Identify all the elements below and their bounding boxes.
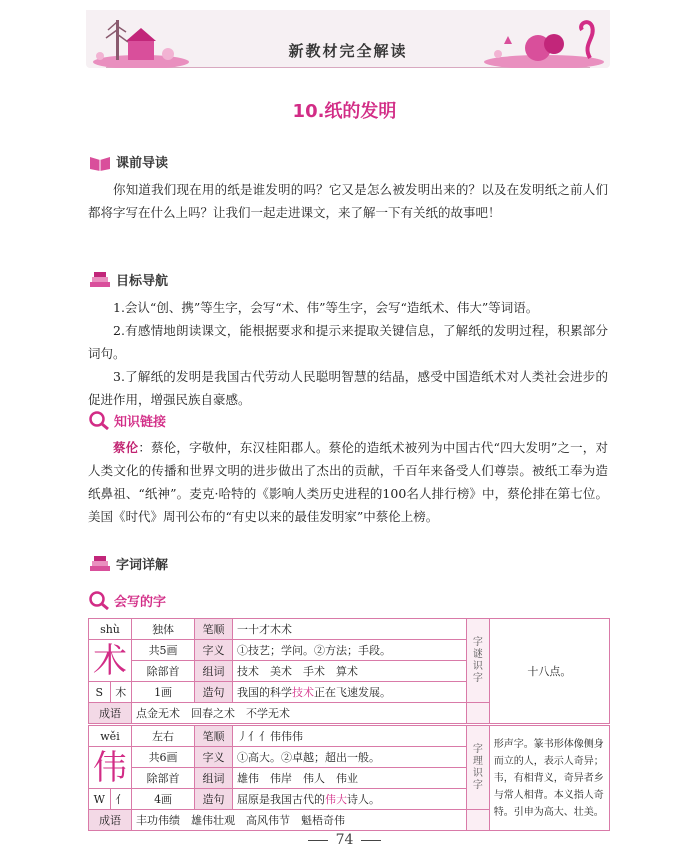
radical-strokes: 4画 bbox=[132, 789, 195, 810]
goal-item: 2.有感情地朗读课文，能根据要求和提示来提取关键信息，了解纸的发明过程，积累部分词句。 bbox=[88, 323, 608, 361]
words-heading bbox=[88, 554, 168, 573]
knowledge-name: 蔡伦 bbox=[113, 440, 139, 455]
words: 技术 美术 手术 算术 bbox=[232, 661, 466, 682]
sentence-post: 正在飞速发展。 bbox=[313, 686, 391, 699]
radical-label: 除部首 bbox=[132, 661, 195, 682]
goals-list bbox=[88, 296, 608, 411]
sentence-label: 造句 bbox=[195, 682, 233, 703]
castle-decoration-icon bbox=[86, 14, 196, 68]
idiom-label: 成语 bbox=[89, 810, 132, 831]
stroke-count: 共6画 bbox=[132, 747, 195, 768]
meaning-label: 字义 bbox=[195, 640, 233, 661]
side-text: 十八点。 bbox=[489, 619, 609, 724]
sentence-key: 技术 bbox=[291, 686, 314, 699]
pinyin: shù bbox=[89, 619, 132, 640]
side-label: 字谜识字 bbox=[466, 619, 489, 703]
structure: 左右 bbox=[132, 726, 195, 747]
goal-item: 1.会认“创、携”等生字，会写“术、伟”等生字，会写“造纸术、伟大”等词语。 bbox=[113, 300, 539, 315]
sentence-pre: 我国的科学 bbox=[236, 686, 292, 699]
sentence bbox=[232, 789, 466, 810]
idiom-label: 成语 bbox=[89, 703, 132, 724]
preview-paragraph bbox=[88, 178, 608, 224]
stroke-order: 丿亻亻伟伟伟 bbox=[232, 726, 466, 747]
knowledge-paragraph bbox=[88, 436, 608, 528]
index-letter: W bbox=[89, 789, 111, 810]
meaning: ①技艺；学问。②方法；手段。 bbox=[232, 640, 466, 661]
pinyin: wěi bbox=[89, 726, 132, 747]
flower-decoration-icon bbox=[478, 14, 610, 68]
header-title: 新教材完全解读 bbox=[288, 42, 408, 60]
radical-strokes: 1画 bbox=[132, 682, 195, 703]
stroke-order: 一十才木术 bbox=[232, 619, 466, 640]
stroke-label: 笔顺 bbox=[195, 726, 233, 747]
knowledge-body: ：蔡伦，字敬仲，东汉桂阳郡人。蔡伦的造纸术被列为中国古代“四大发明”之一，对人类文化的传播和世界文明的进步做出了杰出的贡献，千百年来备受人们尊崇。被纸工奉为造纸鼻祖、“纸神”。麦克·哈特的《影响人类历史进程的100名人排行榜》中，蔡伦排在第七位。美国《时代》周刊公布的“有史以来的最佳发明家”中蔡伦上榜。 bbox=[88, 440, 608, 524]
index-radical: 亻 bbox=[110, 789, 131, 810]
goal-item: 3.了解纸的发明是我国古代劳动人民聪明智慧的结晶，感受中国造纸术对人类社会进步的促进作用，增强民族自豪感。 bbox=[88, 369, 608, 407]
write-chars-heading bbox=[88, 590, 166, 610]
goals-heading-text: 目标导航 bbox=[116, 274, 169, 289]
knowledge-heading-text: 知识链接 bbox=[114, 414, 167, 430]
words: 雄伟 伟岸 伟人 伟业 bbox=[232, 768, 466, 789]
char-glyph: 伟 bbox=[89, 747, 132, 789]
preview-heading-text: 课前导读 bbox=[116, 156, 169, 171]
meaning: ①高大。②卓越；超出一般。 bbox=[232, 747, 466, 768]
sentence-label: 造句 bbox=[195, 789, 233, 810]
char-table-wei bbox=[88, 725, 610, 831]
write-chars-heading-text: 会写的字 bbox=[114, 594, 167, 610]
preview-text: 你知道我们现在用的纸是谁发明的吗？它又是怎么被发明出来的？以及在发明纸之前人们都将字写在什么上吗？让我们一起走进课文，来了解一下有关纸的故事吧！ bbox=[88, 182, 608, 220]
stroke-count: 共5画 bbox=[132, 640, 195, 661]
sentence-key: 伟大 bbox=[324, 793, 347, 806]
magnifier-icon bbox=[88, 410, 110, 430]
knowledge-heading bbox=[88, 410, 166, 430]
book-stack-icon bbox=[88, 271, 112, 289]
knowledge-text bbox=[88, 436, 608, 528]
char-glyph: 术 bbox=[89, 640, 132, 682]
word-label: 组词 bbox=[195, 768, 233, 789]
structure: 独体 bbox=[132, 619, 195, 640]
goals-heading bbox=[88, 270, 168, 289]
footer-line bbox=[308, 840, 328, 841]
words-heading-text: 字词详解 bbox=[116, 558, 169, 573]
char-table-shu bbox=[88, 618, 610, 724]
footer-line bbox=[361, 840, 381, 841]
page-number: 74 bbox=[335, 832, 354, 848]
side-label: 字理识字 bbox=[466, 726, 489, 810]
magnifier-icon bbox=[88, 590, 110, 610]
radical-label: 除部首 bbox=[132, 768, 195, 789]
open-book-icon bbox=[88, 153, 112, 171]
stacked-books-icon bbox=[88, 555, 112, 573]
sentence-post: 诗人。 bbox=[346, 793, 380, 806]
word-label: 组词 bbox=[195, 661, 233, 682]
index-letter: S bbox=[89, 682, 111, 703]
stroke-label: 笔顺 bbox=[195, 619, 233, 640]
preview-heading bbox=[88, 152, 168, 171]
lesson-title: 10.纸的发明 bbox=[292, 101, 397, 122]
idioms: 点金无术 回春之术 不学无术 bbox=[132, 703, 467, 724]
index-radical: 木 bbox=[110, 682, 132, 703]
page-footer bbox=[0, 832, 689, 848]
sentence bbox=[232, 682, 466, 703]
side-text: 形声字。篆书形体像侧身而立的人，表示人奇异；韦，有相背义，奇异者乡与常人相背。本义指人奇特。引申为高大、壮美。 bbox=[489, 726, 609, 831]
meaning-label: 字义 bbox=[195, 747, 233, 768]
idioms: 丰功伟绩 雄伟壮观 高风伟节 魁梧奇伟 bbox=[132, 810, 467, 831]
sentence-pre: 屈原是我国古代的 bbox=[236, 793, 325, 806]
